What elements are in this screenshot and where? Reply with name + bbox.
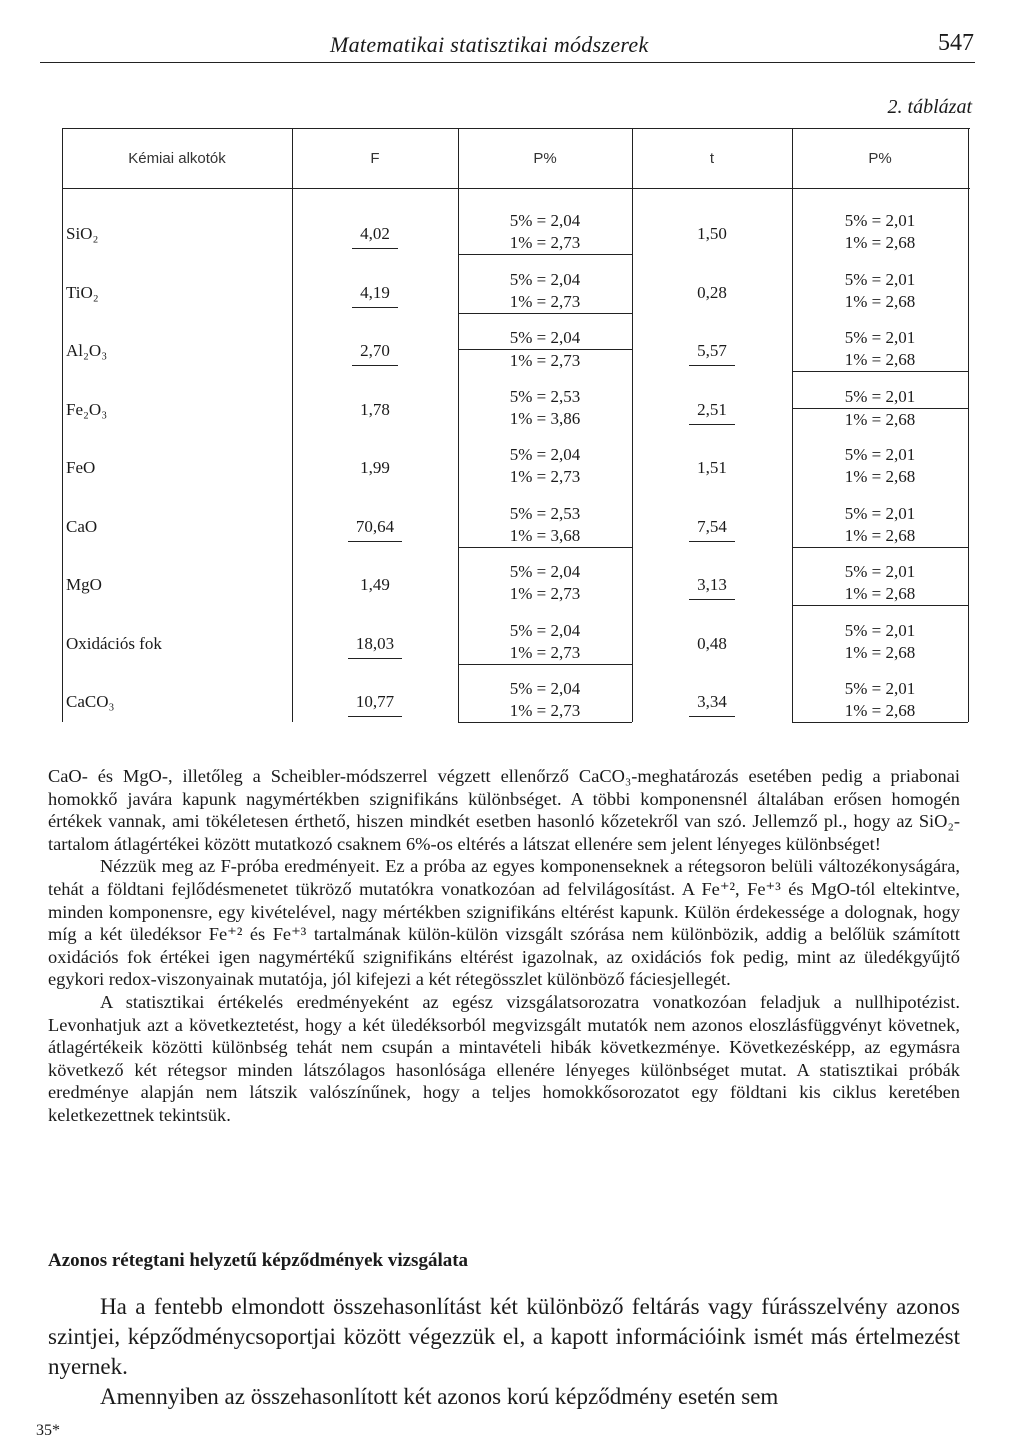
p1-value: 1% = 3,68 [458,525,632,548]
column-header-p-percent: P% [533,150,557,167]
section-heading: Azonos rétegtani helyzetű képződmények vizsgálata [48,1250,469,1271]
section-text [48,1292,960,1412]
p5-value: 5% = 2,04 [509,445,581,464]
t-value-text: 5,57 [689,339,735,366]
f-value [292,515,458,542]
p1-value: 1% = 2,73 [458,700,632,723]
paragraph: Ha a fentebb elmondott összehasonlítást két különböző feltárás vagy fúrásszelvény azonos szintjei, képződménycsoportjai között végezzük el, a kapott információink ismét más értelmezést nyernek. [48,1294,960,1379]
p-percent-pair [458,269,632,314]
p-percent-pair [458,327,632,372]
column-header-p-percent-2: P% [868,150,892,167]
p5-value: 5% = 2,04 [509,620,581,640]
f-value-text: 4,19 [352,281,398,308]
t-value [632,632,792,656]
component-name: FeO [66,458,96,477]
t-value-text: 2,51 [689,398,735,425]
p-percent-pair [458,620,632,665]
f-value-text: 18,03 [348,632,402,659]
p-percent-pair [458,386,632,430]
p-percent-pair-2 [792,620,968,664]
f-value-text: 1,99 [360,458,390,477]
component-name: SiO₂ [66,224,99,243]
t-value-text: 1,50 [697,224,727,243]
p-percent-pair-2 [792,386,968,431]
p1-value: 1% = 2,68 [792,349,968,372]
p5-value: 5% = 2,04 [509,211,581,230]
f-value [292,339,458,366]
p5-value: 5% = 2,01 [844,562,916,581]
p-percent-pair [458,561,632,605]
paragraph: Nézzük meg az F-próba eredményeit. Ez a próba az egyes komponenseknek a rétegsoron belüli változékonyságára, tehát a földtani fejlődésmenetet tükröző mutatókra vonatkozóan ad felvilágosítást. A Fe⁺², Fe⁺³ és MgO-tól eltekintve, minden komponensre, egy kivételével, nagy mértékben szignifikáns eltérést kapunk. Külön érdekessége a dolognak, hogy míg a két üledéksor Fe⁺² és Fe⁺³ tartalmának külön-külön vizsgált szórása nem különbözik, addig a belőlük számított oxidációs fok értékei igen nagymértékű szignifikáns eltérést igazolnak, az oxidációs fok pedig, mint az üledékgyűjtő egykori redox-viszonyainak mutatója, jól kifejezi a két rétegösszlet különböző fáciesjellegét. [48,856,960,990]
signature-mark: 35* [36,1422,60,1439]
p1-value: 1% = 2,68 [792,525,968,548]
running-title: Matematikai statisztikai módszerek [330,32,649,57]
p5-value: 5% = 2,04 [509,679,581,698]
p-percent-pair-2 [792,678,968,723]
p-percent-pair-2 [792,327,968,372]
paragraph: Amennyiben az összehasonlított két azonos korú képződmény esetén sem [100,1384,779,1409]
p1-value: 1% = 2,68 [844,467,916,486]
p1-value: 1% = 2,73 [458,291,632,314]
page-number: 547 [938,30,974,56]
p5-value: 5% = 2,04 [509,269,581,289]
f-value-text: 1,78 [360,399,390,419]
p5-value: 5% = 2,01 [844,679,916,698]
p5-value: 5% = 2,01 [844,269,916,289]
column-header-f: F [370,150,380,167]
p1-value: 1% = 2,73 [509,467,581,486]
t-value [632,281,792,305]
table-column-rule [968,128,969,722]
t-value-text: 0,28 [697,282,727,302]
t-value-text: 0,48 [697,633,727,653]
p5-value: 5% = 2,01 [844,620,916,640]
p-percent-pair-2 [792,561,968,606]
f-value [292,456,458,480]
t-value [632,690,792,717]
p1-value: 1% = 2,73 [458,232,632,255]
component-name: Al₂O₃ [66,341,108,360]
p1-value: 1% = 2,68 [844,409,916,429]
p5-value: 5% = 2,01 [844,328,916,347]
t-value-text: 7,54 [689,515,735,542]
p-percent-pair-2 [792,503,968,548]
p1-value: 1% = 2,68 [844,642,916,662]
p5-value: 5% = 2,01 [792,386,968,409]
f-value-text: 2,70 [352,339,398,366]
p-percent-pair-2 [792,210,968,254]
p5-value: 5% = 2,01 [844,445,916,464]
p5-value: 5% = 2,04 [509,562,581,581]
component-name: CaO [66,516,98,536]
t-value-text: 1,51 [697,458,727,477]
p1-value: 1% = 2,68 [792,583,968,606]
table-caption: 2. táblázat [887,96,972,118]
f-value [292,281,458,308]
p-percent-pair [458,678,632,723]
p5-value: 5% = 2,53 [509,386,581,406]
p-percent-pair [458,210,632,255]
f-value [292,222,458,249]
p-percent-pair [458,444,632,488]
t-value [632,456,792,480]
header-rule [40,62,975,63]
p1-value: 1% = 2,68 [844,233,916,252]
t-value [632,398,792,425]
t-value-text: 3,34 [689,690,735,717]
component-name: Fe₂O₃ [66,399,108,419]
component-name: MgO [66,575,102,594]
paragraph: CaO- és MgO-, illetőleg a Scheibler-módszerrel végzett ellenőrző CaCO₃-meghatározás esetében pedig a priabonai homokkő javára kapunk nagymértékben szignifikáns különbséget. A többi komponensnél általában erősen homogén értékek vannak, ami tökéletesen érthető, hiszen mindkét esetben hasonló kőzetekről van szó. Jellemző pl., hogy az SiO₂-tartalom átlagértékei között mutatkozó csaknem 6%-os eltérés a látszat ellenére sem jelent lényeges különbséget! [48,766,960,854]
f-value-text: 1,49 [360,575,390,594]
f-value [292,632,458,659]
t-value [632,339,792,366]
p1-value: 1% = 2,73 [458,642,632,665]
p1-value: 1% = 3,86 [509,408,581,428]
table-column-rule [62,128,63,722]
p5-value: 5% = 2,04 [458,327,632,350]
paragraph: A statisztikai értékelés eredményeként az egész vizsgálatsorozatra vonatkozóan feladjuk a nullhipotézist. Levonhatjuk azt a következtetést, hogy a két üledéksorból megvizsgált mutatók nem azonos eloszlásfüggvényt követnek, átlagértékeik közötti különbség tehát nem csupán a mintavételi hibák következménye. Következésképp, az egymásra következő két rétegsor minden látszólagos hasonlósága ellenére lényeges különbséget mutat. A statisztikai próbák eredménye alapján nem látszik valószínűnek, hogy a teljes homokkősorozatot egy földtani kis ciklus keretében keletkezettnek tekintsük. [48,991,960,1125]
component-name: Oxidációs fok [66,633,162,653]
p-percent-pair [458,503,632,548]
f-value-text: 10,77 [348,690,402,717]
table-head-rule [62,188,970,189]
f-value [292,690,458,717]
body-text [48,765,960,1127]
f-value-text: 4,02 [352,222,398,249]
t-value [632,573,792,600]
component-name: TiO₂ [66,282,99,302]
component-name: CaCO₃ [66,692,115,711]
t-value-text: 3,13 [689,573,735,600]
p1-value: 1% = 2,68 [844,291,916,311]
p1-value: 1% = 2,68 [792,700,968,723]
p5-value: 5% = 2,01 [844,211,916,230]
p5-value: 5% = 2,53 [509,503,581,523]
f-value [292,573,458,597]
p1-value: 1% = 2,73 [509,584,581,603]
column-header-components: Kémiai alkotók [128,150,226,167]
p1-value: 1% = 2,73 [509,351,581,370]
p-percent-pair-2 [792,444,968,488]
table-top-rule [62,128,970,129]
f-value-text: 70,64 [348,515,402,542]
p5-value: 5% = 2,01 [844,503,916,523]
column-header-t: t [709,150,715,167]
f-value [292,398,458,422]
p-percent-pair-2 [792,269,968,313]
t-value [632,515,792,542]
t-value [632,222,792,246]
